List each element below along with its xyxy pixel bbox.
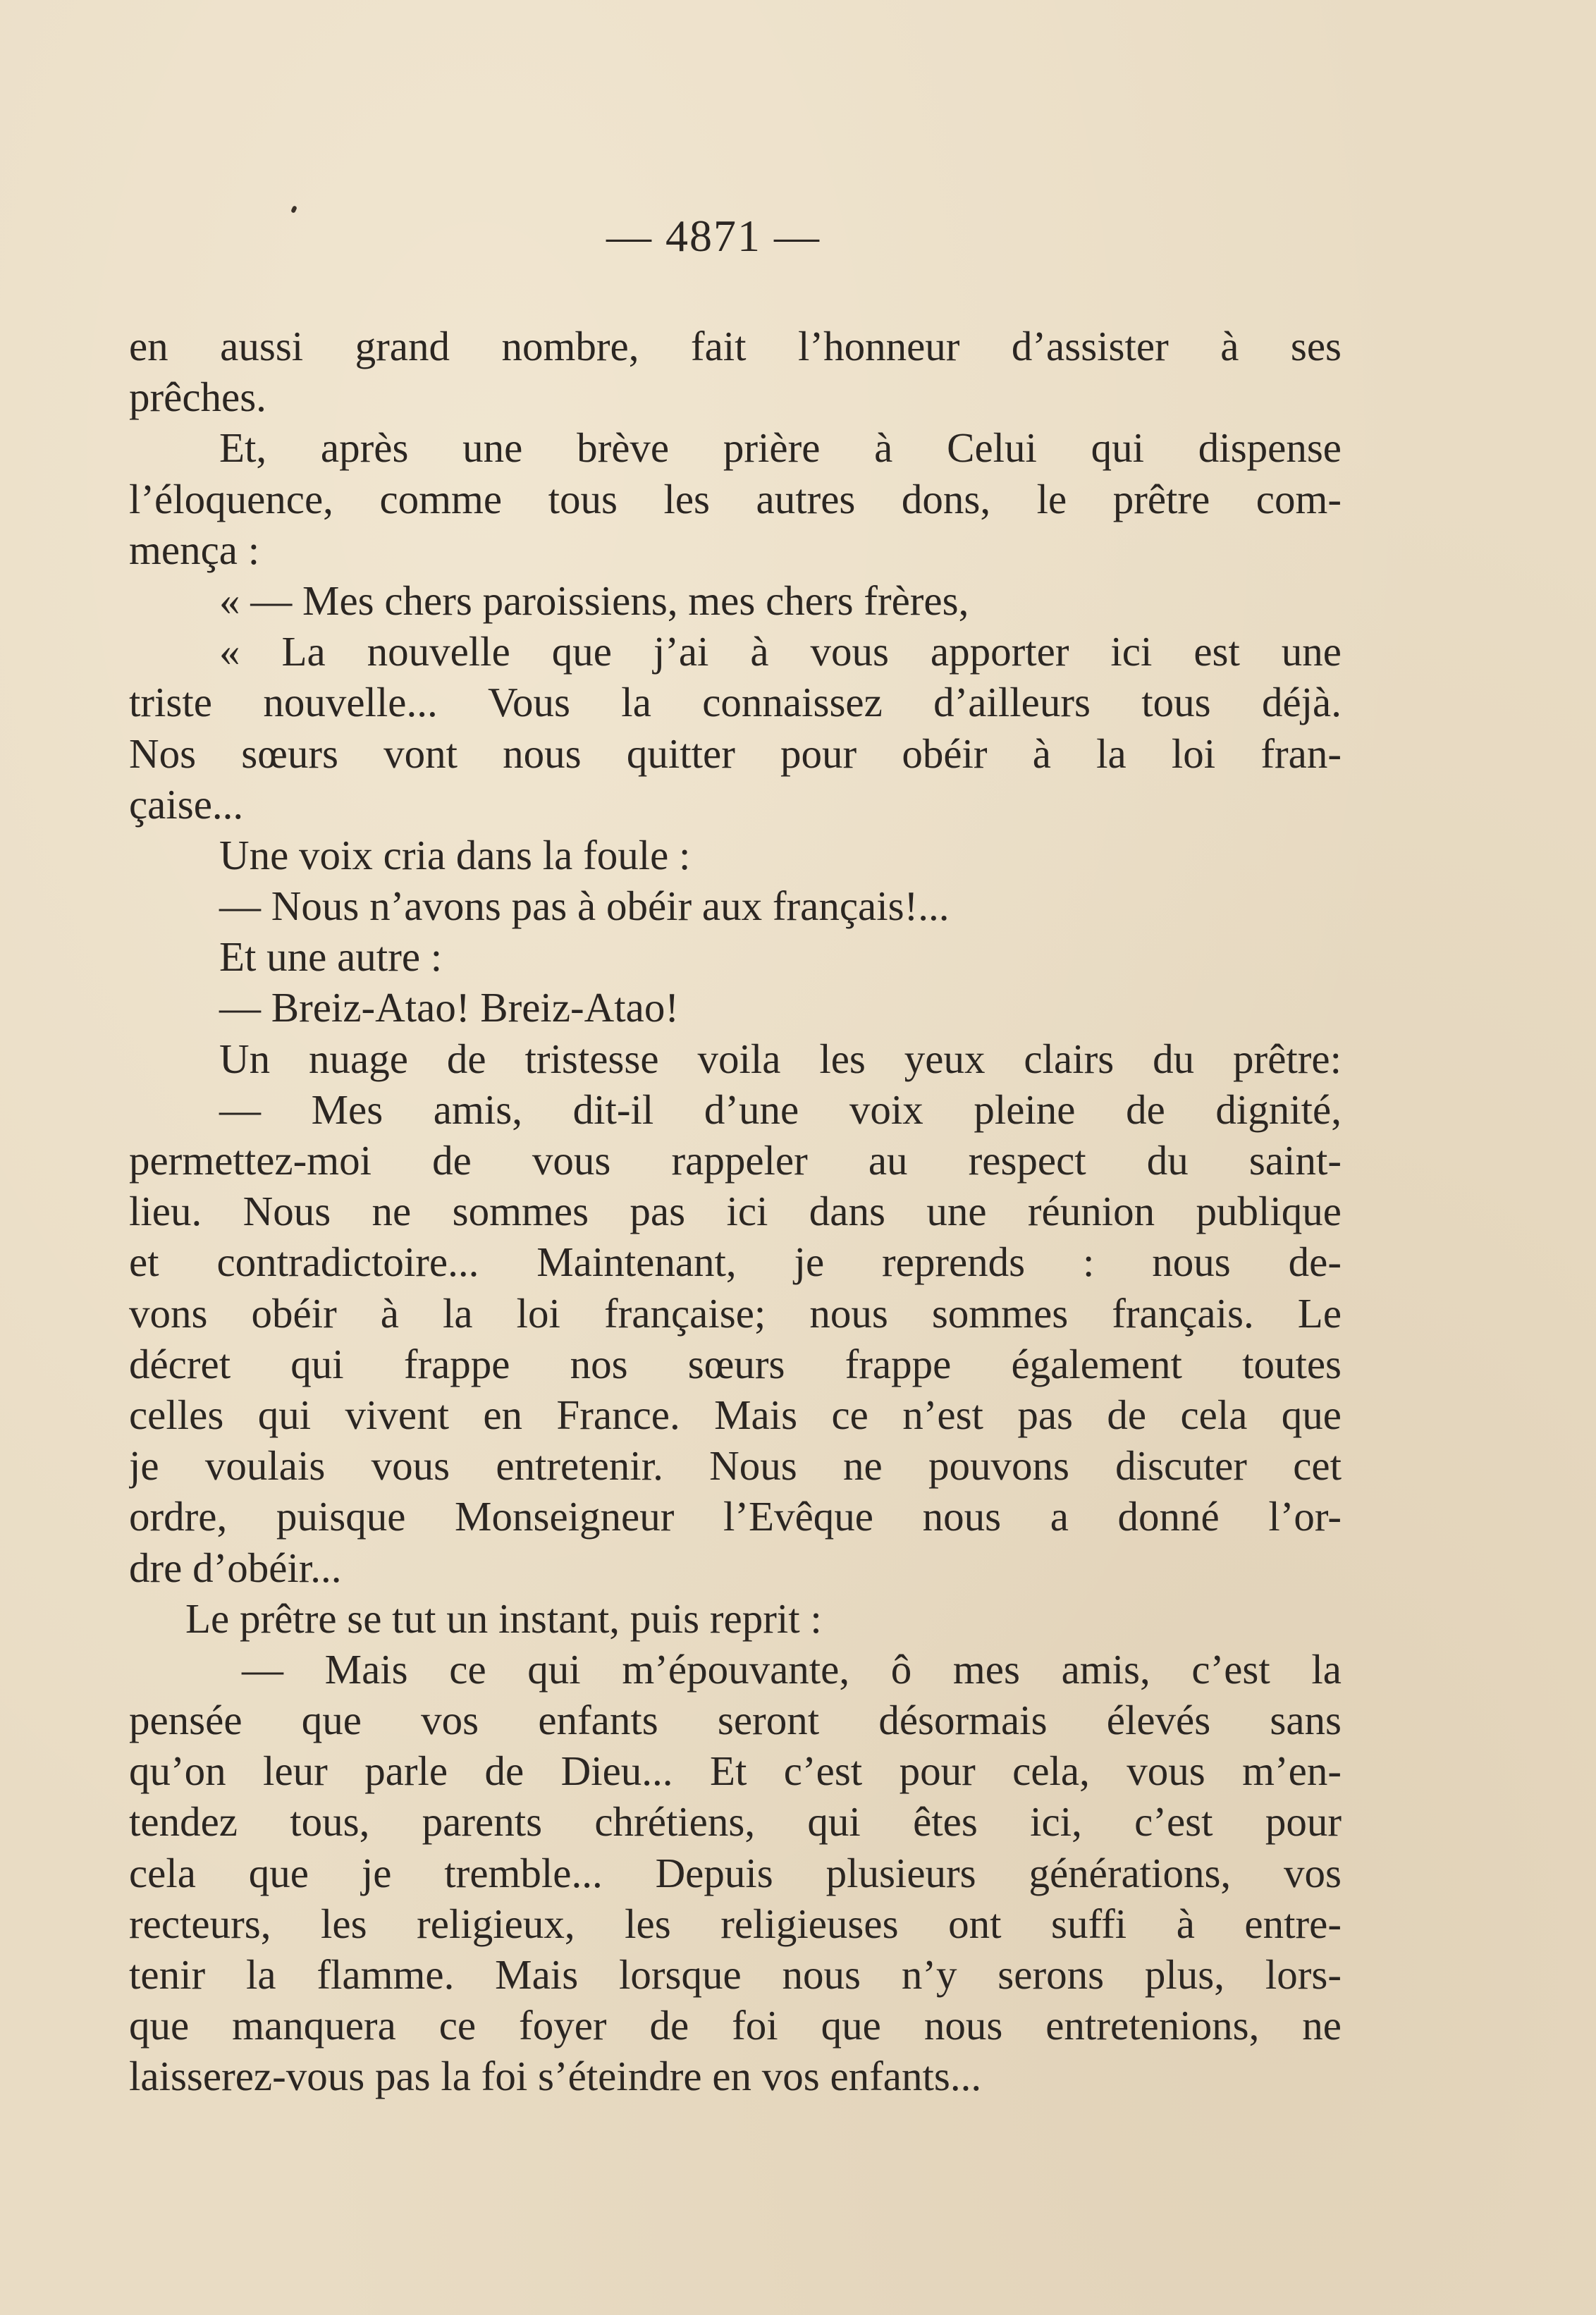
text-line: et contradictoire... Maintenant, je reprends : nous de- xyxy=(129,1239,1342,1286)
text-line: celles qui vivent en France. Mais ce n’est pas de cela que xyxy=(129,1391,1342,1438)
text-line: Une voix cria dans la foule : xyxy=(219,831,691,878)
text-line: — Mes amis, dit-il d’une voix pleine de dignité, xyxy=(219,1086,1342,1133)
text-line: — Nous n’avons pas à obéir aux français!... xyxy=(219,883,950,930)
text-line: que manquera ce foyer de foi que nous entretenions, ne xyxy=(129,2002,1342,2049)
text-line: l’éloquence, comme tous les autres dons, le prêtre com- xyxy=(129,475,1342,522)
text-line: Un nuage de tristesse voila les yeux clairs du prêtre: xyxy=(219,1035,1342,1082)
text-line: cela que je tremble... Depuis plusieurs générations, vos xyxy=(129,1849,1342,1896)
text-line: pensée que vos enfants seront désormais élevés sans xyxy=(129,1697,1342,1744)
text-line: permettez-moi de vous rappeler au respect du saint- xyxy=(129,1137,1342,1184)
text-line: — Mais ce qui m’épouvante, ô mes amis, c’est la xyxy=(242,1645,1342,1693)
text-line: Nos sœurs vont nous quitter pour obéir à la loi fran- xyxy=(129,730,1342,777)
text-line: Et, après une brève prière à Celui qui dispense xyxy=(219,424,1342,472)
text-line: prêches. xyxy=(129,374,266,421)
text-line: je voulais vous entretenir. Nous ne pouvons discuter cet xyxy=(129,1442,1342,1490)
text-line: çaise... xyxy=(129,780,244,828)
text-line: lieu. Nous ne sommes pas ici dans une réunion publique xyxy=(129,1188,1342,1235)
text-line: vons obéir à la loi française; nous sommes français. Le xyxy=(129,1289,1342,1337)
text-line: tendez tous, parents chrétiens, qui êtes ici, c’est pour xyxy=(129,1798,1342,1846)
text-line: qu’on leur parle de Dieu... Et c’est pour cela, vous m’en- xyxy=(129,1748,1342,1795)
text-line: — Breiz-Atao! Breiz-Atao! xyxy=(219,984,679,1031)
text-line: laisserez-vous pas la foi s’éteindre en vos enfants... xyxy=(129,2053,982,2100)
text-line: « — Mes chers paroissiens, mes chers frères, xyxy=(219,577,969,624)
text-line: Et une autre : xyxy=(219,933,443,981)
text-line: décret qui frappe nos sœurs frappe également toutes xyxy=(129,1340,1342,1387)
text-line: mença : xyxy=(129,526,260,573)
text-line: recteurs, les religieux, les religieuses ont suffi à entre- xyxy=(129,1900,1342,1947)
page-number: — 4871 — xyxy=(606,211,821,261)
body-text xyxy=(129,321,1342,2102)
text-line: triste nouvelle... Vous la connaissez d’ailleurs tous déjà. xyxy=(129,679,1342,726)
text-line: tenir la flamme. Mais lorsque nous n’y serons plus, lors- xyxy=(129,1951,1342,1998)
text-line: en aussi grand nombre, fait l’honneur d’assister à ses xyxy=(129,323,1342,369)
text-line: dre d’obéir... xyxy=(129,1544,342,1591)
text-line: Le prêtre se tut un instant, puis reprit : xyxy=(185,1595,822,1642)
text-line: ordre, puisque Monseigneur l’Evêque nous a donné l’or- xyxy=(129,1493,1342,1540)
text-line: « La nouvelle que j’ai à vous apporter ici est une xyxy=(219,628,1342,675)
